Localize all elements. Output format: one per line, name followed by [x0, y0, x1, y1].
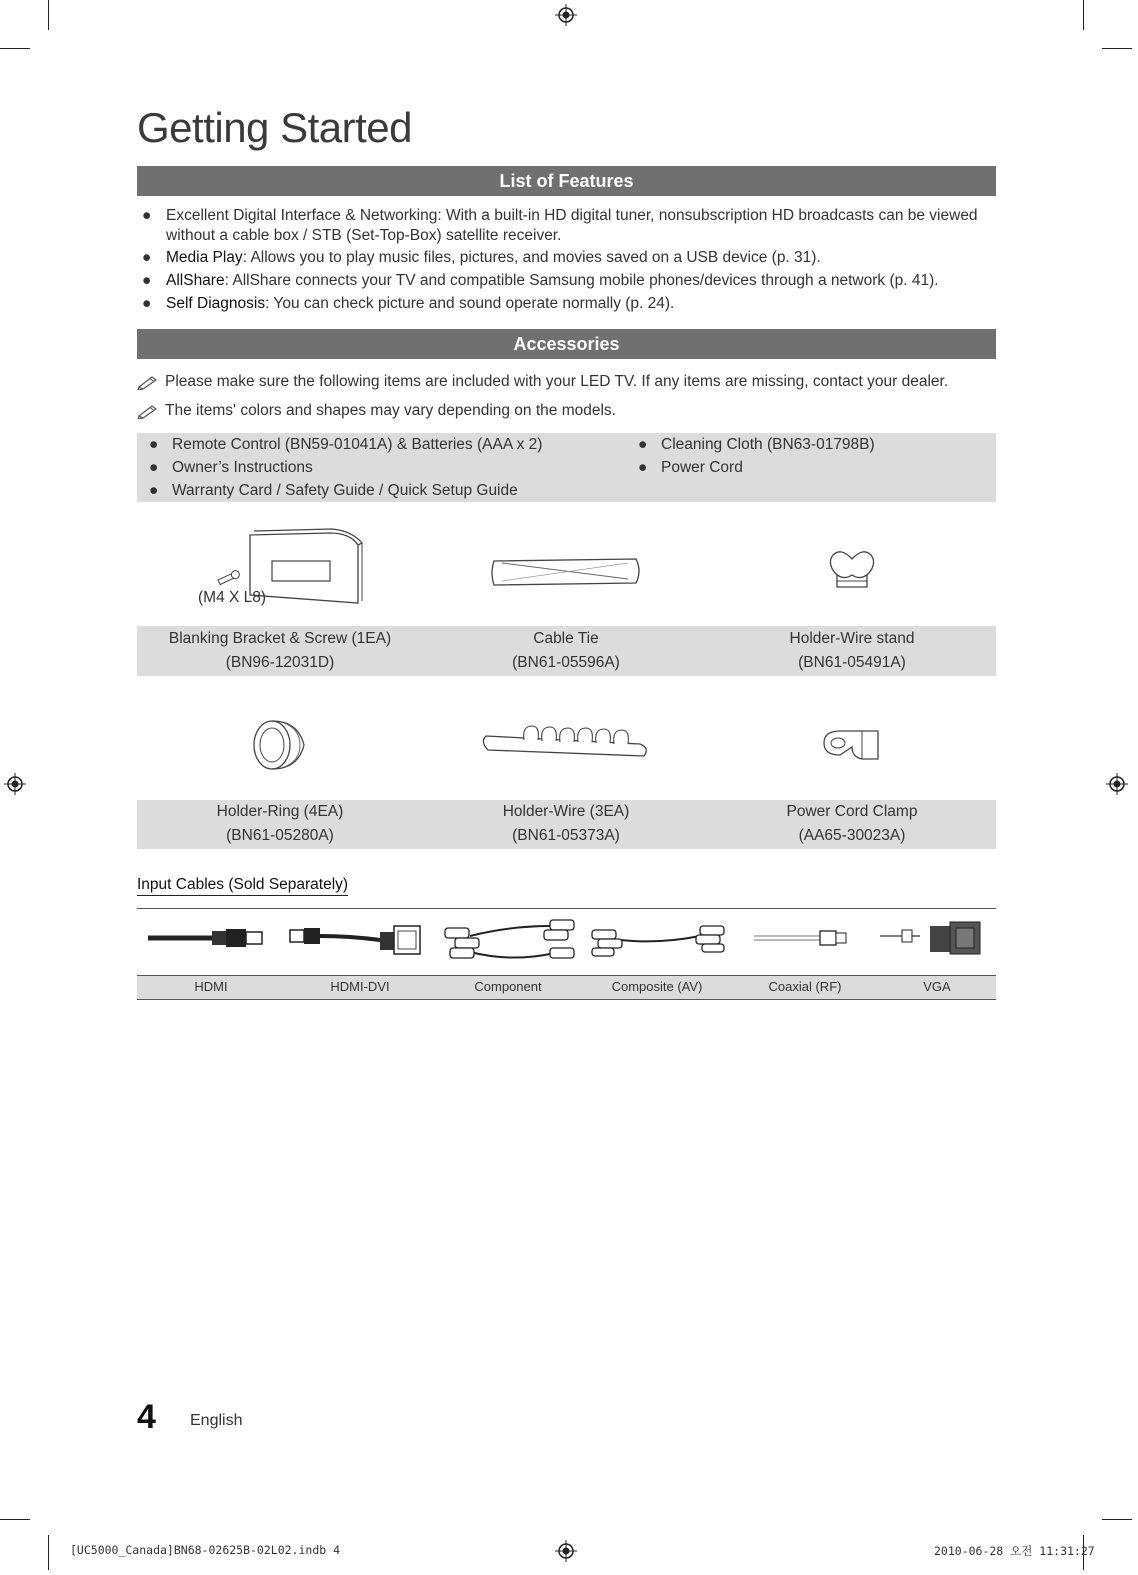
part-caption: Holder-Wire (3EA) (BN61-05373A) [502, 803, 630, 844]
pencil-note-icon [137, 374, 159, 390]
holder-ring-icon [250, 715, 310, 775]
list-item: ● Owner’s Instructions [149, 459, 313, 476]
crop-mark [1102, 48, 1132, 49]
note-text: The items' colors and shapes may vary depending on the models. [165, 402, 616, 419]
part-caption: Cable Tie (BN61-05596A) [512, 630, 620, 671]
divider [137, 999, 996, 1000]
registration-mark-icon [555, 4, 577, 26]
feature-text: Excellent Digital Interface & Networking: With a built-in HD digital tuner, nonsubscription HD broadcasts can be viewed [166, 207, 978, 224]
coaxial-rf-cable-icon [754, 931, 846, 945]
feature-item: ● AllShare: AllShare connects your TV and compatible Samsung mobile phones/devices through a network (p. 41). [142, 272, 939, 289]
crop-mark [48, 1535, 49, 1570]
power-cord-clamp-icon [822, 727, 882, 763]
note [137, 373, 948, 391]
screw-label: (M4 X L8) [198, 589, 267, 606]
feature-label: Media Play [166, 249, 243, 266]
feature-item: ● Media Play: Allows you to play music files, pictures, and movies saved on a USB device (p. 31). [142, 249, 821, 266]
registration-mark-icon [4, 773, 26, 795]
feature-item: ● Self Diagnosis: You can check picture and sound operate normally (p. 24). [142, 295, 675, 312]
part-caption: Holder-Ring (4EA) (BN61-05280A) [216, 803, 344, 844]
crop-mark [1083, 0, 1084, 30]
hdmi-dvi-cable-icon [290, 926, 420, 954]
input-cables-heading: Input Cables (Sold Separately) [137, 876, 348, 896]
cable-label: Component [474, 979, 542, 994]
page-number: 4 [137, 1398, 156, 1436]
part-caption: Power Cord Clamp (AA65-30023A) [786, 803, 918, 844]
feature-text: without a cable box / STB (Set-Top-Box) satellite receiver. [166, 227, 562, 244]
holder-wire-icon [480, 720, 652, 762]
vga-cable-icon [880, 922, 980, 954]
crop-mark [0, 48, 30, 49]
feature-text: : AllShare connects your TV and compatible Samsung mobile phones/devices through a network (p. 41). [224, 272, 939, 289]
composite-av-cable-icon [592, 926, 724, 956]
crop-mark [0, 1519, 30, 1520]
features-heading: List of Features [137, 166, 996, 196]
crop-mark [48, 0, 49, 30]
cable-label: Coaxial (RF) [768, 979, 842, 994]
pencil-note-icon [137, 403, 159, 419]
accessories-heading: Accessories [137, 329, 996, 359]
list-item: ● Warranty Card / Safety Guide / Quick Setup Guide [149, 482, 518, 499]
list-item: ● Cleaning Cloth (BN63-01798B) [638, 436, 875, 453]
feature-label: Self Diagnosis [166, 295, 266, 312]
component-cable-icon [445, 920, 574, 958]
part-caption: Blanking Bracket & Screw (1EA) (BN96-12031D) [168, 630, 392, 671]
feature-item: ● Excellent Digital Interface & Networking: With a built-in HD digital tuner, nonsubscription HD broadcasts can be viewed without a cable box / STB (Set-Top-Box) satellite receiver. [142, 207, 978, 244]
list-item: ● Remote Control (BN59-01041A) & Batteries (AAA x 2) [149, 436, 543, 453]
registration-mark-icon [1106, 773, 1128, 795]
note-text: Please make sure the following items are included with your LED TV. If any items are missing, contact your dealer. [165, 373, 949, 390]
feature-text: : Allows you to play music files, pictures, and movies saved on a USB device (p. 31). [242, 249, 821, 266]
part-caption: Holder-Wire stand (BN61-05491A) [789, 630, 915, 671]
footer-timestamp: 2010-06-28 오전 11:31:27 [934, 1544, 1095, 1558]
cable-label: Composite (AV) [611, 979, 703, 994]
cable-label: HDMI-DVI [330, 979, 390, 994]
hdmi-cable-icon [148, 929, 262, 947]
cable-label: HDMI [194, 979, 228, 994]
cable-tie-icon [488, 555, 644, 589]
feature-text: : You can check picture and sound operate normally (p. 24). [265, 295, 675, 312]
list-item: ● Power Cord [638, 459, 743, 476]
cable-label: VGA [923, 979, 951, 994]
page-language: English [190, 1412, 243, 1429]
divider [137, 908, 996, 909]
holder-wire-stand-icon [825, 545, 879, 595]
footer-file-info: [UC5000_Canada]BN68-02625B-02L02.indb 4 [70, 1543, 341, 1557]
registration-mark-icon [555, 1540, 577, 1562]
page-title: Getting Started [137, 104, 412, 151]
feature-label: AllShare [166, 272, 225, 289]
cables-illustration [140, 914, 996, 970]
crop-mark [1102, 1519, 1132, 1520]
note [137, 402, 616, 420]
